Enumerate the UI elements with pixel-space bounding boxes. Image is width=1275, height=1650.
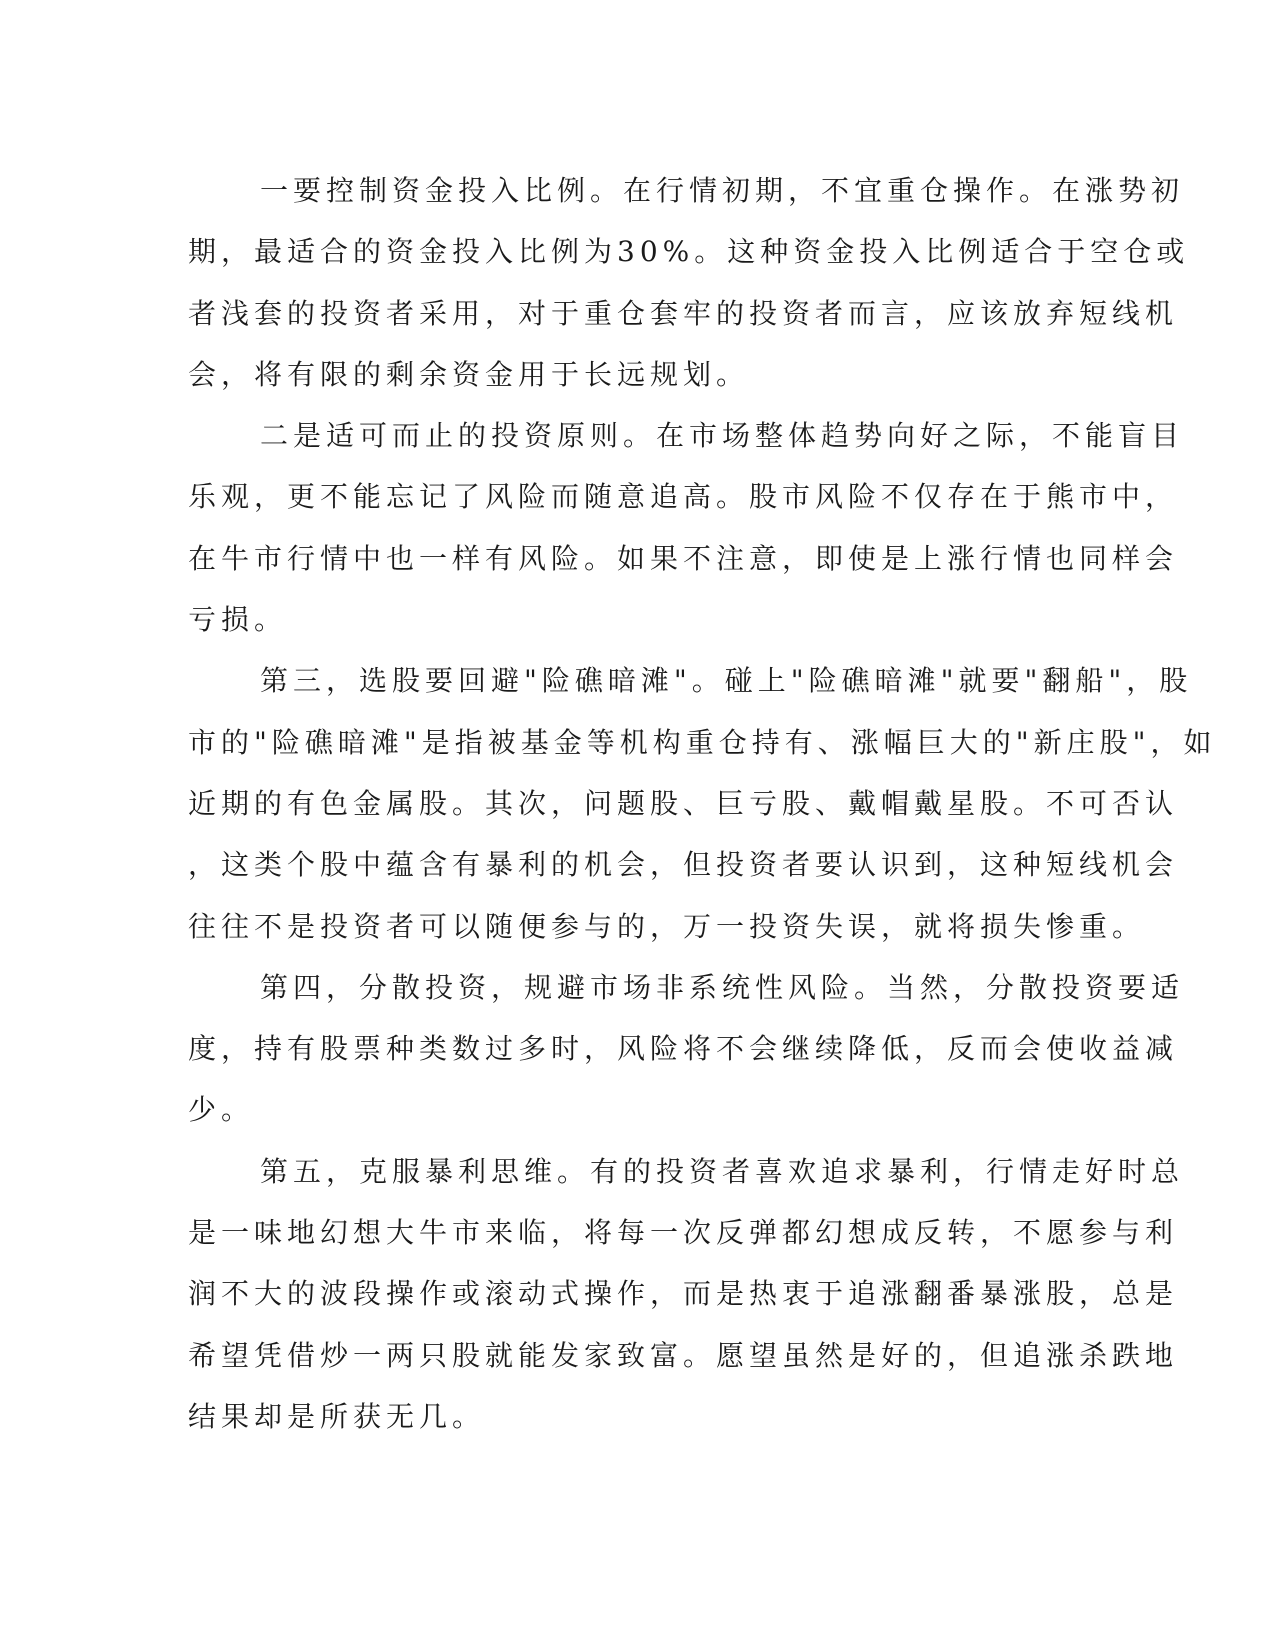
text-line: 会，将有限的剩余资金用于长远规划。: [188, 357, 750, 391]
text-line: 少。: [188, 1093, 255, 1127]
text-line: 市的"险礁暗滩"是指被基金等机构重仓持有、涨幅巨大的"新庄股"，如: [188, 725, 1217, 759]
text-line: 近期的有色金属股。其次，问题股、巨亏股、戴帽戴星股。不可否认: [188, 786, 1179, 820]
document-body: [188, 160, 1217, 1447]
text-line: 第三，选股要回避"险礁暗滩"。碰上"险礁暗滩"就要"翻船"，股: [260, 664, 1193, 698]
text-line: 是一味地幻想大牛市来临，将每一次反弹都幻想成反转，不愿参与利: [188, 1216, 1179, 1250]
paragraph-3: [188, 650, 1217, 956]
text-line: 乐观，更不能忘记了风险而随意追高。股市风险不仅存在于熊市中，: [188, 480, 1179, 514]
text-line: ，这类个股中蕴含有暴利的机会，但投资者要认识到，这种短线机会: [188, 848, 1179, 882]
text-line: 润不大的波段操作或滚动式操作，而是热衷于追涨翻番暴涨股，总是: [188, 1277, 1179, 1311]
text-line: 一要控制资金投入比例。在行情初期，不宜重仓操作。在涨势初: [260, 174, 1185, 207]
text-line: 期，最适合的资金投入比例为30%。这种资金投入比例适合于空仓或: [188, 235, 1190, 269]
paragraph-2: [188, 405, 1185, 650]
paragraph-1: [188, 160, 1190, 405]
text-line: 往往不是投资者可以随便参与的，万一投资失误，就将损失惨重。: [188, 909, 1146, 943]
text-line: 结果却是所获无几。: [188, 1399, 486, 1433]
paragraph-5: [188, 1141, 1185, 1447]
text-line: 亏损。: [188, 603, 288, 637]
paragraph-4: [188, 957, 1185, 1141]
text-line: 在牛市行情中也一样有风险。如果不注意，即使是上涨行情也同样会: [188, 541, 1179, 575]
text-line: 二是适可而止的投资原则。在市场整体趋势向好之际，不能盲目: [260, 419, 1185, 453]
text-line: 度，持有股票种类数过多时，风险将不会继续降低，反而会使收益减: [188, 1032, 1179, 1066]
text-line: 者浅套的投资者采用，对于重仓套牢的投资者而言，应该放弃短线机: [188, 296, 1179, 330]
text-line: 希望凭借炒一两只股就能发家致富。愿望虽然是好的，但追涨杀跌地: [188, 1338, 1179, 1372]
text-line: 第四，分散投资，规避市场非系统性风险。当然，分散投资要适: [260, 970, 1185, 1004]
text-line: 第五，克服暴利思维。有的投资者喜欢追求暴利，行情走好时总: [260, 1154, 1185, 1188]
